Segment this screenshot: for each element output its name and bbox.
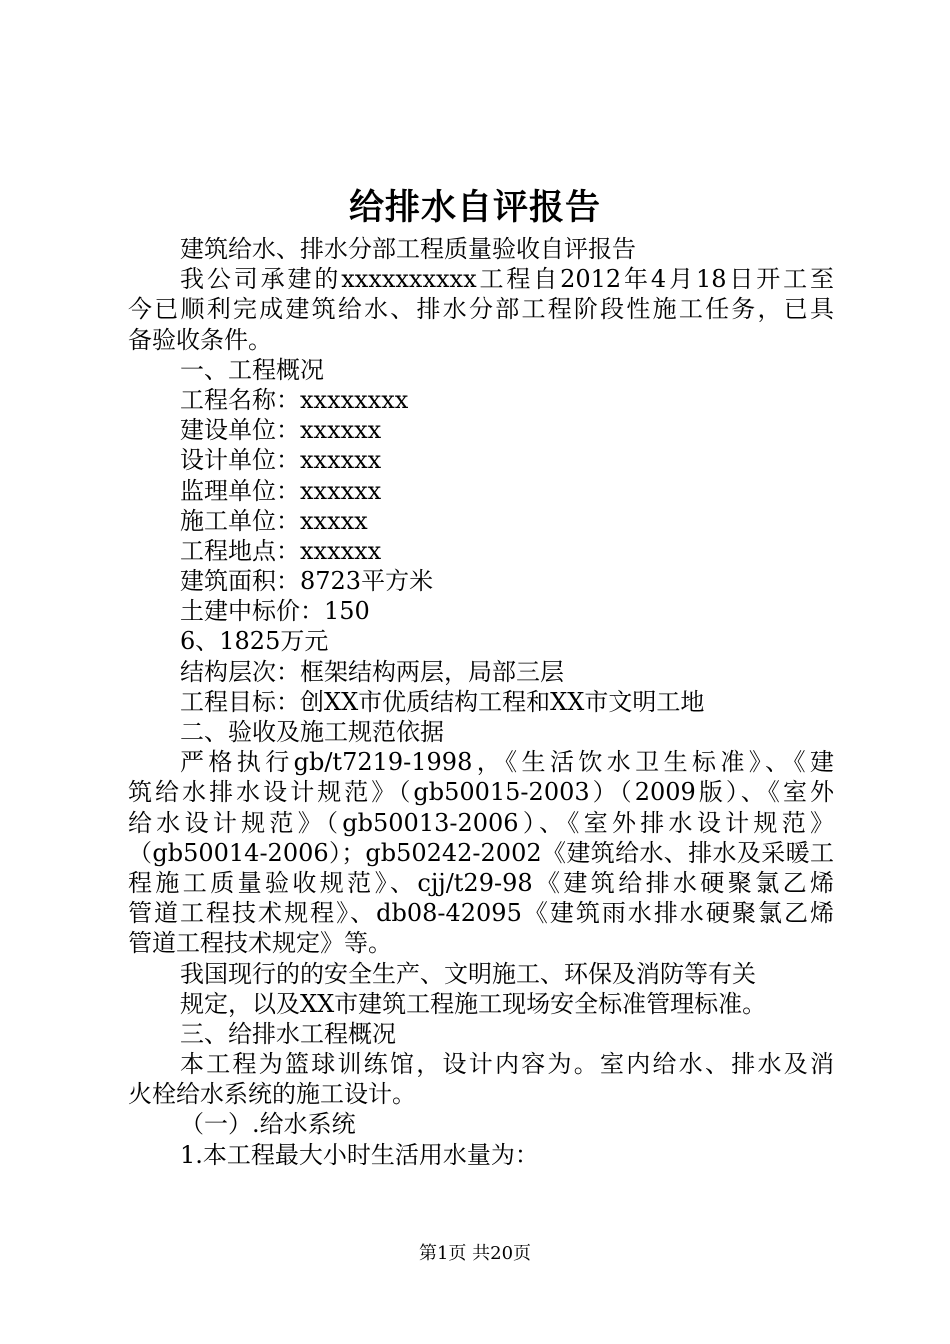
paragraph-line: 严格执行gb/t7219-1998，《生活饮水卫生标准》、《建 <box>180 748 834 777</box>
paragraph-line: （gb50014-2006）；gb50242-2002《建筑给水、排水及采暖工 <box>128 838 834 867</box>
paragraph-line: 我公司承建的xxxxxxxxxx工程自2012年4月18日开工至 <box>180 265 834 294</box>
paragraph-line: 我国现行的的安全生产、文明施工、环保及消防等有关 <box>180 959 756 988</box>
info-line: 工程名称：xxxxxxxx <box>180 385 409 414</box>
document-title: 给排水自评报告 <box>348 188 601 228</box>
section-heading: 一、工程概况 <box>180 355 324 384</box>
info-line: 施工单位：xxxxx <box>180 506 368 535</box>
info-line: 工程目标：创XX市优质结构工程和XX市文明工地 <box>180 687 705 716</box>
paragraph-line: 给水设计规范》（gb50013-2006）、《室外排水设计规范》 <box>128 808 834 837</box>
paragraph-line: 火栓给水系统的施工设计。 <box>128 1080 416 1109</box>
section-heading: 三、给排水工程概况 <box>180 1019 396 1048</box>
info-line: 结构层次：框架结构两层，局部三层 <box>180 657 564 686</box>
info-line: 建筑面积：8723平方米 <box>180 567 434 596</box>
section-heading: 二、验收及施工规范依据 <box>180 718 444 746</box>
paragraph-line: 1.本工程最大小时生活用水量为： <box>180 1140 539 1169</box>
paragraph-line: 程施工质量验收规范》、cjj/t29-98《建筑给排水硬聚氯乙烯 <box>128 868 834 897</box>
document-body <box>128 234 834 1170</box>
subtitle-line: 建筑给水、排水分部工程质量验收自评报告 <box>180 235 636 263</box>
paragraph-line: 管道工程技术规定》等。 <box>128 929 392 958</box>
paragraph-line: 筑给水排水设计规范》（gb50015-2003）（2009版）、《室外 <box>128 778 834 807</box>
info-line: 工程地点：xxxxxx <box>180 536 382 565</box>
info-line: 建设单位：xxxxxx <box>180 416 382 445</box>
page-number-footer: 第1页 共20页 <box>418 1243 532 1264</box>
info-line: 6、1825万元 <box>180 627 329 656</box>
info-line: 设计单位：xxxxxx <box>180 446 382 475</box>
subsection-heading: （一）.给水系统 <box>180 1110 356 1139</box>
info-line: 土建中标价：150 <box>180 597 370 626</box>
info-line: 监理单位：xxxxxx <box>180 476 382 505</box>
paragraph-line: 备验收条件。 <box>128 325 272 354</box>
paragraph-line: 管道工程技术规程》、db08-42095《建筑雨水排水硬聚氯乙烯 <box>128 899 834 928</box>
paragraph-line: 今已顺利完成建筑给水、排水分部工程阶段性施工任务，已具 <box>128 295 834 324</box>
paragraph-line: 规定，以及XX市建筑工程施工现场安全标准管理标准。 <box>180 989 767 1018</box>
paragraph-line: 本工程为篮球训练馆，设计内容为。室内给水、排水及消 <box>180 1050 834 1079</box>
